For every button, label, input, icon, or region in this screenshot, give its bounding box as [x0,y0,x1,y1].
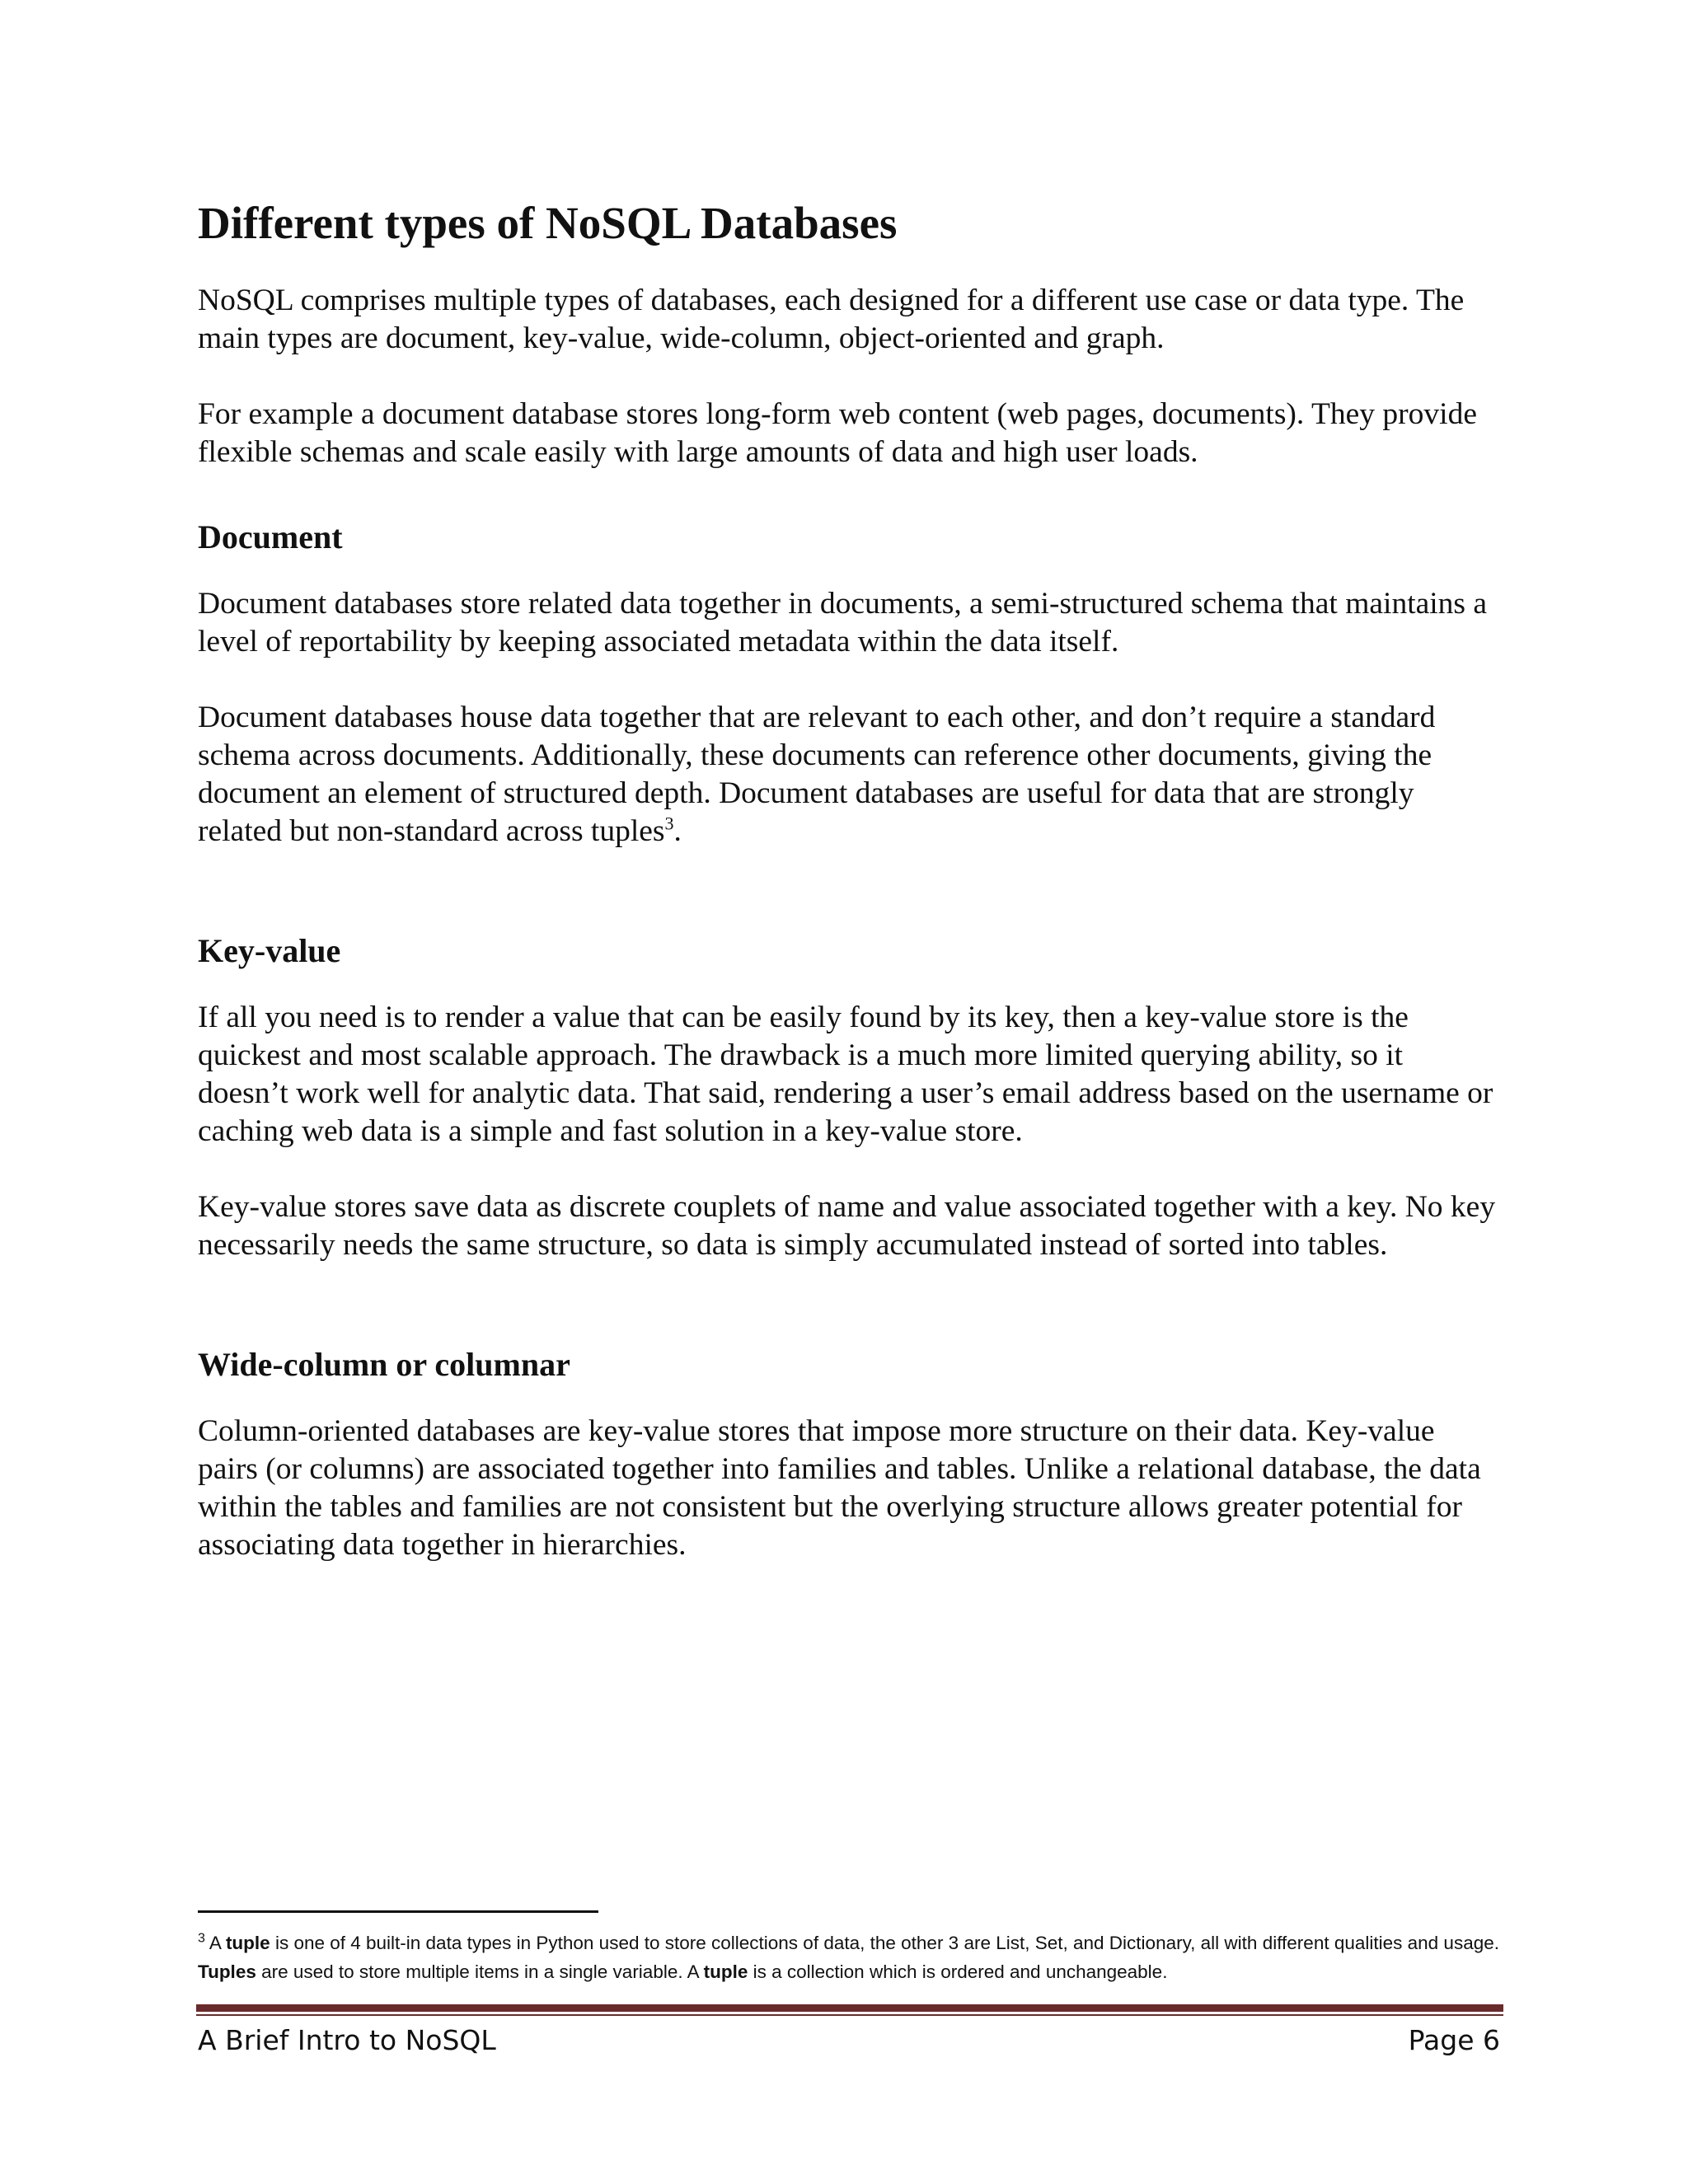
footnote-bold-3: tuple [703,1961,748,1982]
footnote-text-3: are used to store multiple items in a single variable. A [256,1961,704,1982]
footnote [198,1929,1500,1986]
document-paragraph-1: Document databases store related data together in documents, a semi-structured schema that maintains a level of reportability by keeping associated metadata within the data itself. [198,587,1488,658]
footer-document-title: A Brief Intro to NoSQL [198,2024,496,2056]
page-content [198,196,1500,1602]
footnote-bold-1: tuple [225,1933,270,1953]
document-paragraph-2-text: Document databases house data together that are relevant to each other, and don’t require a standard schema across documents. Additionally, these documents can reference other documents, giving the document an element of structured depth. Document databases are useful for data that are strongly related but non-standard across tuples [198,701,1436,848]
document-paragraph-2-end: . [673,814,682,848]
footnote-number: 3 [198,1931,205,1946]
footer-page-number: Page 6 [1408,2024,1500,2056]
page-footer [198,2021,1500,2060]
key-value-paragraph-2: Key-value stores save data as discrete couplets of name and value associated together with a key. No key necessarily needs the same structure, so data is simply accumulated instead of sorted into tables. [198,1190,1496,1262]
footnote-reference[interactable]: 3 [664,813,674,834]
page-title: Different types of NoSQL Databases [198,198,898,248]
footer-rule-thin [196,2014,1503,2016]
section-heading-key-value: Key-value [198,932,341,969]
footnote-text-4: is a collection which is ordered and unchangeable. [748,1961,1168,1982]
key-value-paragraph-1: If all you need is to render a value that can be easily found by its key, then a key-value store is the quickest and most scalable approach. The drawback is a much more limited querying ability, so it doesn’t work well for analytic data. That said, rendering a user’s email address based on the username or caching web data is a simple and fast solution in a key-value store. [198,1001,1493,1148]
section-heading-wide-column: Wide-column or columnar [198,1346,570,1383]
footnote-separator [198,1910,598,1913]
wide-column-paragraph-1: Column-oriented databases are key-value stores that impose more structure on their data. Key-value pairs (or columns) are associated together into families and tables. Unlike a relational database, the data within the tables and families are not consistent but the overlying structure allows greater potential for associating data together in hierarchies. [198,1414,1481,1562]
section-heading-document: Document [198,518,343,555]
intro-paragraph-2: For example a document database stores long-form web content (web pages, documents). They provide flexible schemas and scale easily with large amounts of data and high user loads. [198,397,1477,469]
footnote-text-2: is one of 4 built-in data types in Python used to store collections of data, the other 3 are List, Set, and Dictionary, all with different qualities and usage. [270,1933,1499,1953]
footnote-bold-2: Tuples [198,1961,256,1982]
footer-rule-thick [196,2004,1503,2012]
footnote-text-1: A [204,1933,226,1953]
document-paragraph-2 [198,699,1500,851]
intro-paragraph-1: NoSQL comprises multiple types of databases, each designed for a different use case or data type. The main types are document, key-value, wide-column, object-oriented and graph. [198,284,1465,355]
